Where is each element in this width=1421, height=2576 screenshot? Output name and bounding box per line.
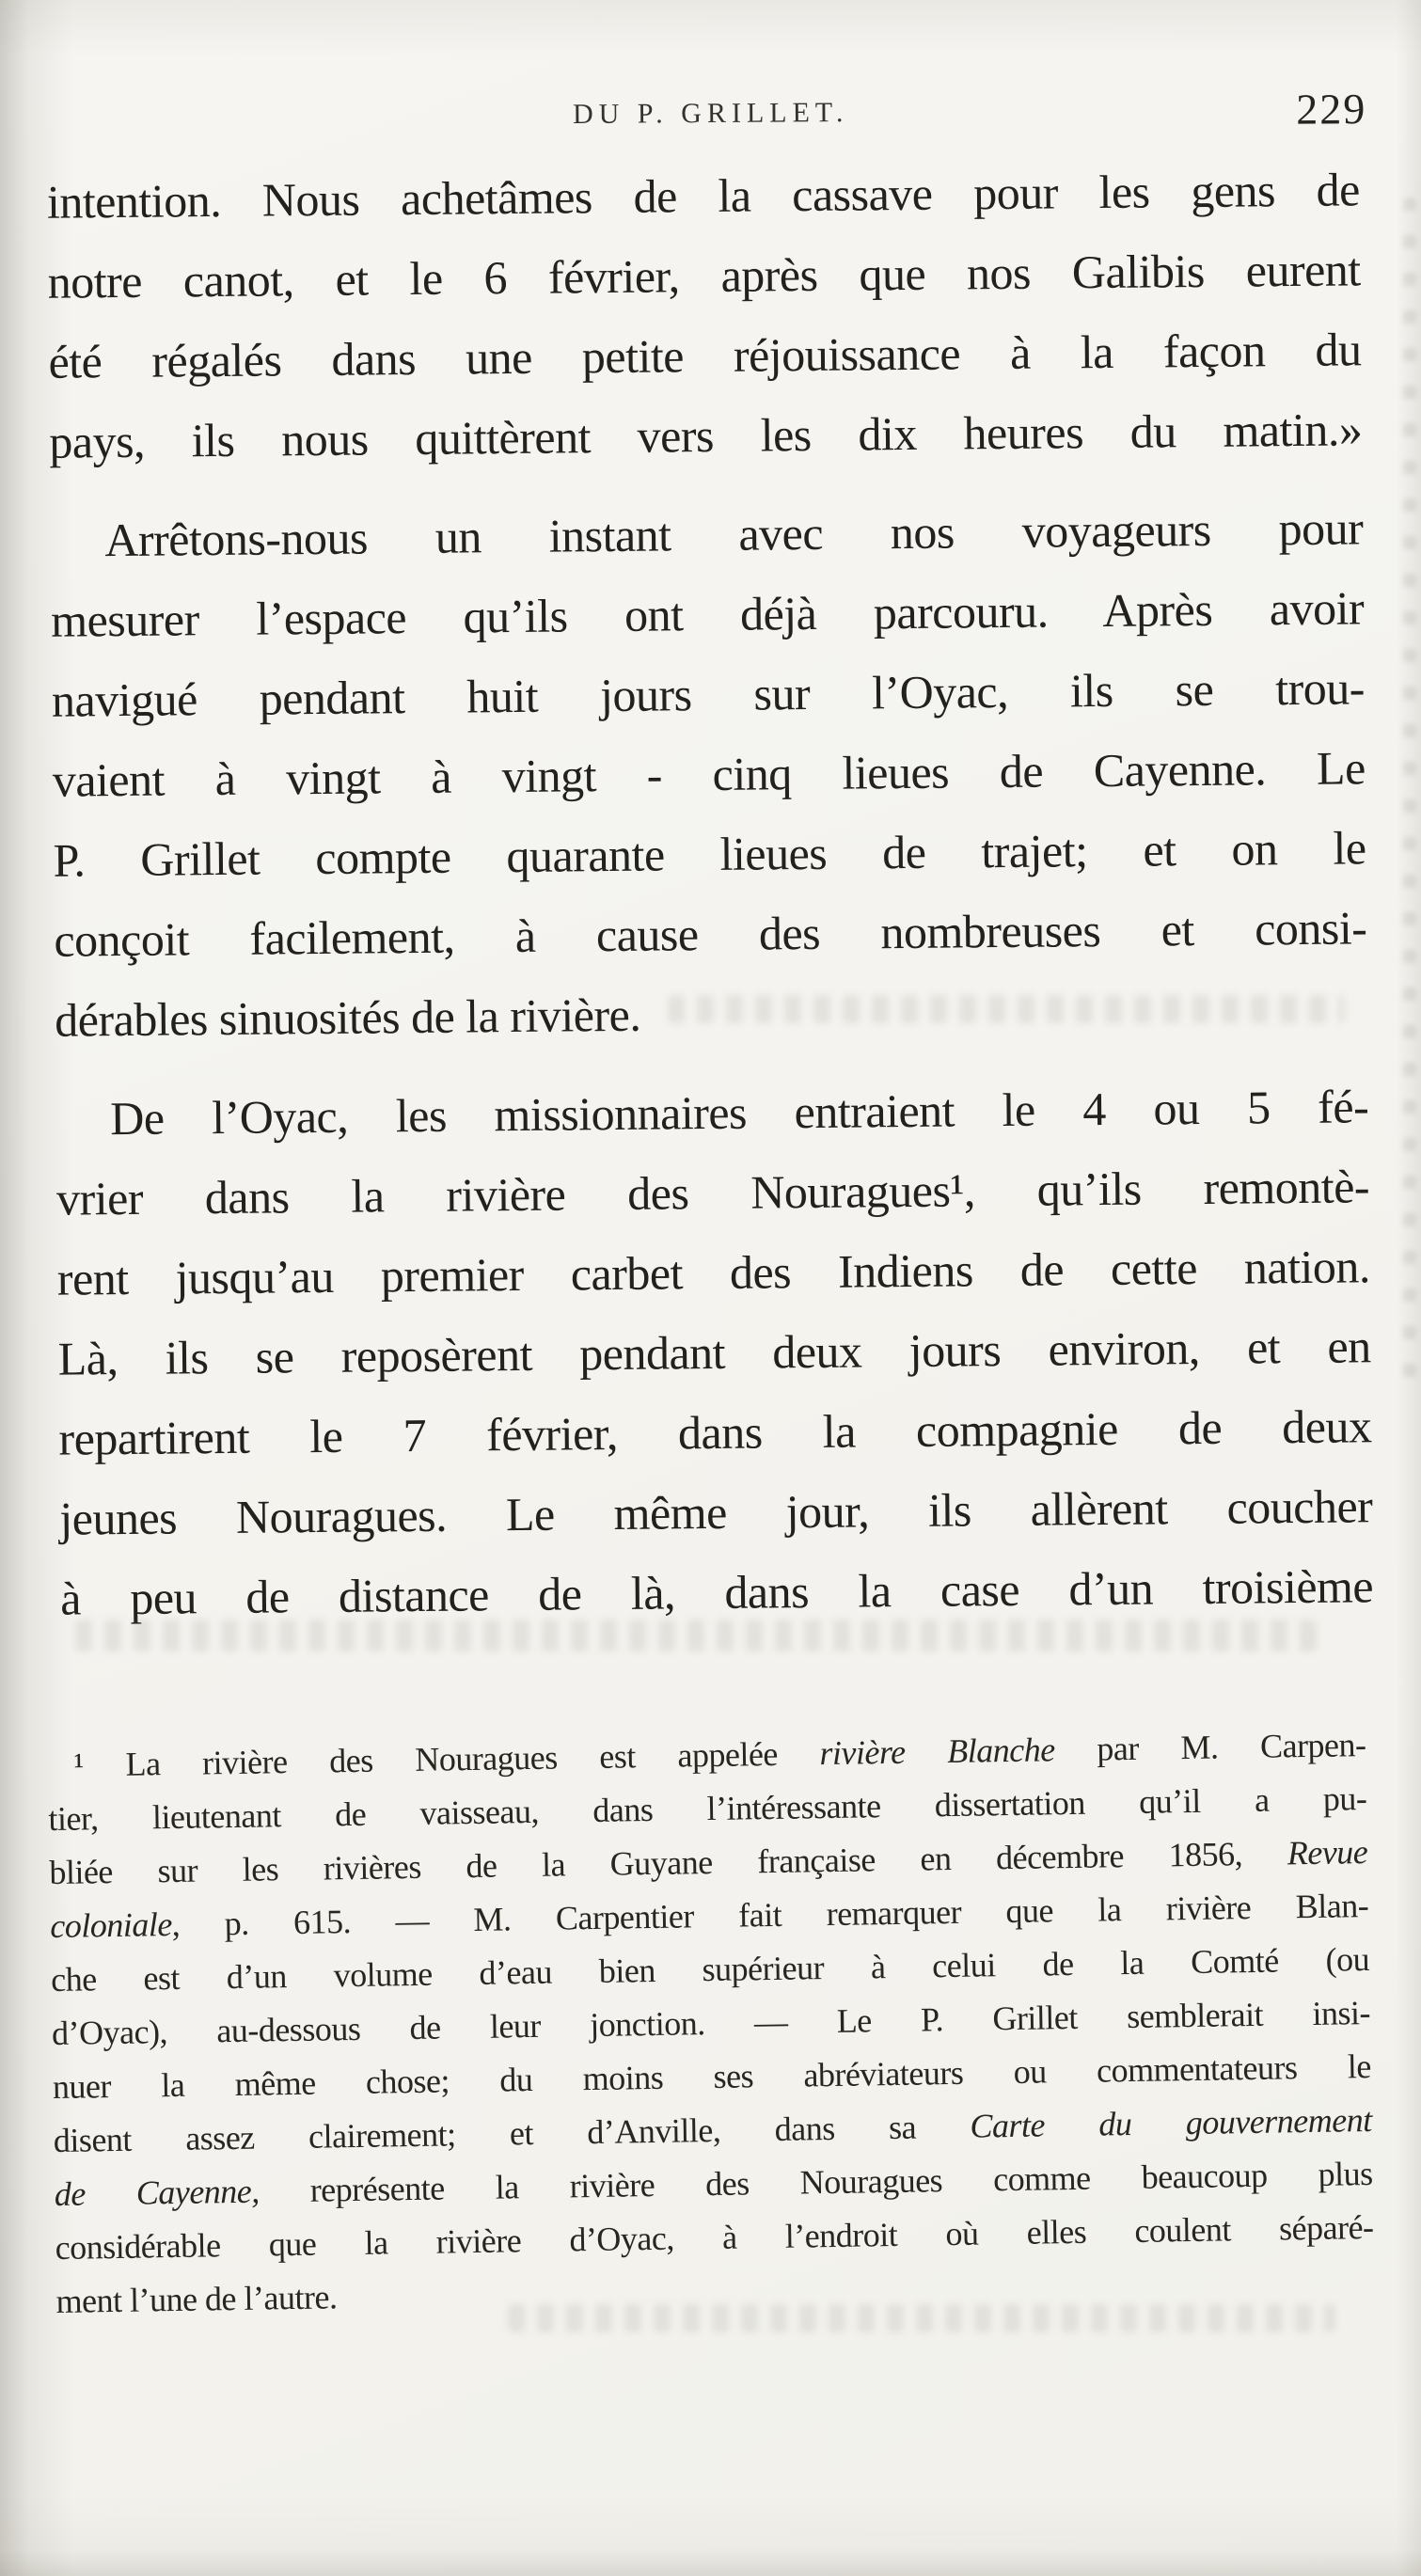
footnote-line: ment l’une de l’autre. (55, 2278, 338, 2320)
running-title: DU P. GRILLET. (572, 96, 849, 131)
text-line: mesurer l’espace qu’ils ont déjà parcouru. Après avoir (50, 581, 1365, 647)
footnote (47, 1718, 1375, 2329)
footnote-line: considérable que la rivière d’Oyac, à l’endroit où elles coulent séparé- (55, 2207, 1374, 2267)
text-line: repartirent le 7 février, dans la compagnie de deux (58, 1399, 1372, 1465)
showthrough-ghost (508, 2304, 1335, 2332)
text-line: De l’Oyac, les missionnaires entraient le 4 ou 5 fé- (109, 1080, 1369, 1146)
showthrough-ghost (75, 1620, 1317, 1651)
text-line: Là, ils se reposèrent pendant deux jours environ, et en (57, 1320, 1371, 1385)
footnote-line: d’Oyac), au-dessous de leur jonction. — Le P. Grillet semblerait insi- (51, 1993, 1371, 2053)
footnote-line: nuer la même chose; du moins ses abréviateurs ou commentateurs le (52, 2047, 1372, 2107)
text-line: pays, ils nous quittèrent vers les dix heures du matin.» (49, 403, 1363, 468)
text-line: Arrêtons-nous un instant avec nos voyageurs pour (104, 501, 1364, 567)
text-line: vrier dans la rivière des Nouragues¹, qu’ils remontè- (55, 1160, 1370, 1225)
paragraph (55, 1067, 1374, 1638)
footnote-line: bliée sur les rivières de la Guyane française en décembre 1856, Revue (49, 1833, 1368, 1892)
footnote-line: coloniale, p. 615. — M. Carpentier fait remarquer que la rivière Blan- (49, 1887, 1369, 1946)
text-line: vaient à vingt à vingt - cinq lieues de Cayenne. Le (52, 741, 1366, 807)
paragraph (46, 150, 1362, 482)
footnote-line: tier, lieutenant de vaisseau, dans l’intéressante dissertation qu’il a pu- (48, 1779, 1367, 1839)
text-line: été régalés dans une petite réjouissance à la façon du (48, 323, 1362, 388)
footnote-line: de Cayenne, représente la rivière des Nouragues comme beaucoup plus (54, 2154, 1373, 2213)
text-line: P. Grillet compte quarante lieues de trajet; et on le (53, 821, 1366, 887)
text-line: jeunes Nouragues. Le même jour, ils allèrent coucher (59, 1479, 1373, 1545)
page-header (0, 0, 1421, 165)
text-line: à peu de distance de là, dans la case d’un troisième (59, 1559, 1374, 1625)
footnote-line: che est d’un volume d’eau bien supérieur à celui de la Comté (ou (50, 1939, 1370, 1999)
text-line: dérables sinuosités de la rivière. (54, 988, 641, 1047)
page-number: 229 (1296, 85, 1367, 134)
text-line: notre canot, et le 6 février, après que nos Galibis eurent (47, 243, 1361, 308)
main-text (46, 150, 1373, 1638)
text-line: navigué pendant huit jours sur l’Oyac, ils se trou- (51, 661, 1366, 727)
text-line: intention. Nous achetâmes de la cassave pour les gens de (46, 163, 1361, 229)
page-edge-bleed (1403, 198, 1416, 1383)
footnote-line: ¹ La rivière des Nouragues est appelée rivière Blanche par M. Carpen- (73, 1726, 1366, 1784)
showthrough-ghost (668, 995, 1345, 1023)
paragraph (50, 488, 1368, 1060)
text-line: conçoit facilement, à cause des nombreuses et consi- (54, 901, 1367, 967)
text-line: rent jusqu’au premier carbet des Indiens de cette nation. (56, 1240, 1371, 1305)
footnote-line: disent assez clairement; et d’Anville, dans sa Carte du gouvernement (53, 2100, 1372, 2159)
